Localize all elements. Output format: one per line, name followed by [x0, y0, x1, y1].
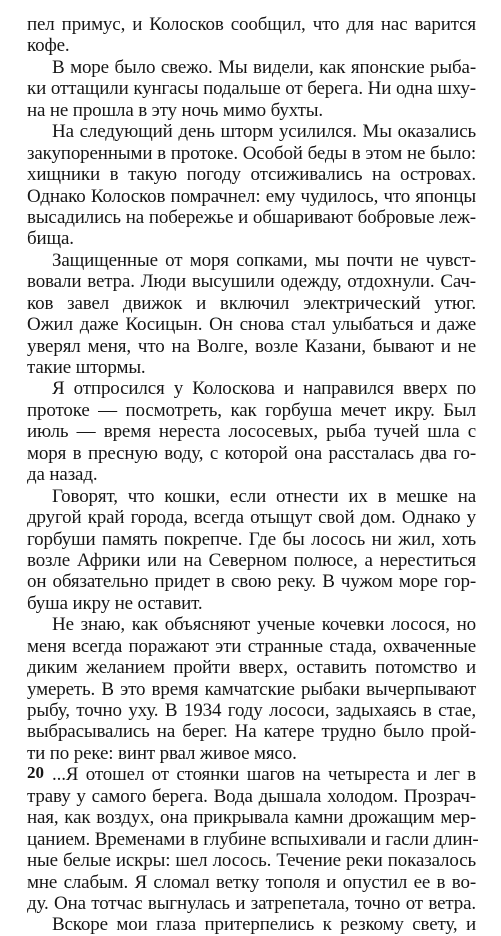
text-line: рыбу, точно уху. В 1934 году лососи, задыхаясь в стае,: [27, 700, 476, 721]
text-line: моря в пресную воду, с которой она рассталась два го-: [27, 442, 476, 464]
text-line: ные белые искры: шел лосось. Течение реки показалось: [27, 850, 476, 872]
text-line: на не прошла в эту ночь мимо бухты.: [27, 99, 323, 121]
text-line: Защищенные от моря сопками, мы почти не чувст-: [52, 249, 476, 271]
text-line: траву у самого берега. Вода дышала холодом. Прозрач-: [27, 785, 476, 807]
text-line: На следующий день шторм усилился. Мы оказались: [52, 121, 476, 143]
text-line: Однако Колосков помрачнел: ему чудилось, что японцы: [27, 185, 476, 207]
text-line: Говорят, что кошки, если отнести их в мешке на: [52, 485, 476, 507]
text-line: ...Я отошел от стоянки шагов на четыреста и лег в: [52, 764, 476, 786]
text-line: диким желанием пройти вверх, оставить потомство и: [27, 657, 476, 679]
text-line: высадились на побережье и обшаривают бобровые леж-: [27, 206, 476, 228]
text-line: умереть. В это время камчатские рыбаки вычерпывают: [27, 678, 476, 700]
text-line: ная, как воздух, она прикрывала камни дрожащим мер-: [27, 807, 476, 829]
page-number: 20: [27, 763, 44, 782]
text-line: кофе.: [27, 35, 70, 57]
text-line: другой край города, всегда отыщут свой дом. Однако у: [27, 507, 476, 529]
text-line: выбрасывались на берег. На катере трудно было прой-: [27, 721, 476, 743]
text-line: меня всегда поражают эти странные стада, охваченные: [27, 635, 476, 657]
text-line: протоке — посмотреть, как горбуша мечет икру. Был: [27, 399, 476, 421]
text-line: ти по реке: винт рвал живое мясо.: [27, 742, 297, 764]
text-line: он обязательно придет в свою реку. В чужом море гор-: [27, 571, 476, 593]
text-line: закупоренными в протоке. Особой беды в этом не было:: [27, 142, 476, 164]
text-line: Вскоре мои глаза притерпелись к резкому свету, и: [52, 914, 476, 936]
text-line: уверял меня, что на Волге, возле Казани, бывают и не: [27, 335, 476, 357]
text-line: такие штормы.: [27, 357, 146, 378]
text-line: цанием. Временами в глубине вспыхивали и гасли длин-: [27, 828, 479, 850]
text-line: ду. Она тотчас выгнулась и затрепетала, точно от ветра.: [27, 892, 476, 914]
text-line: Ожил даже Косицын. Он снова стал улыбаться и даже: [27, 314, 476, 336]
text-line: бища.: [27, 228, 74, 250]
text-line: мне слабым. Я сломал ветку тополя и опустил ее в во-: [27, 871, 476, 893]
text-line: горбуши память покрепче. Где бы лосось ни жил, хоть: [27, 528, 476, 550]
book-page-text: [27, 14, 479, 936]
text-line: июль — время нереста лососевых, рыба тучей шла с: [27, 421, 476, 443]
text-line: Не знаю, как объясняют ученые кочевки лосося, но: [52, 614, 476, 636]
text-line: ков завел движок и включил электрический утюг.: [27, 292, 476, 314]
text-line: ки оттащили кунгасы подальше от берега. Ни одна шху-: [27, 78, 476, 100]
text-line: Я отпросился у Колоскова и направился вверх по: [52, 378, 476, 400]
text-line: пел примус, и Колосков сообщил, что для нас варится: [27, 14, 476, 35]
text-line: возле Африки или на Северном полюсе, а нереститься: [27, 549, 476, 571]
text-line: В море было свежо. Мы видели, как японские рыба-: [52, 56, 476, 78]
text-line: да назад.: [27, 464, 98, 486]
text-line: вовали ветра. Люди высушили одежду, отдохнули. Сач-: [27, 271, 476, 293]
text-line: буша икру не оставит.: [27, 592, 203, 614]
text-line: хищники в такую погоду отсиживались на островах.: [27, 164, 476, 186]
